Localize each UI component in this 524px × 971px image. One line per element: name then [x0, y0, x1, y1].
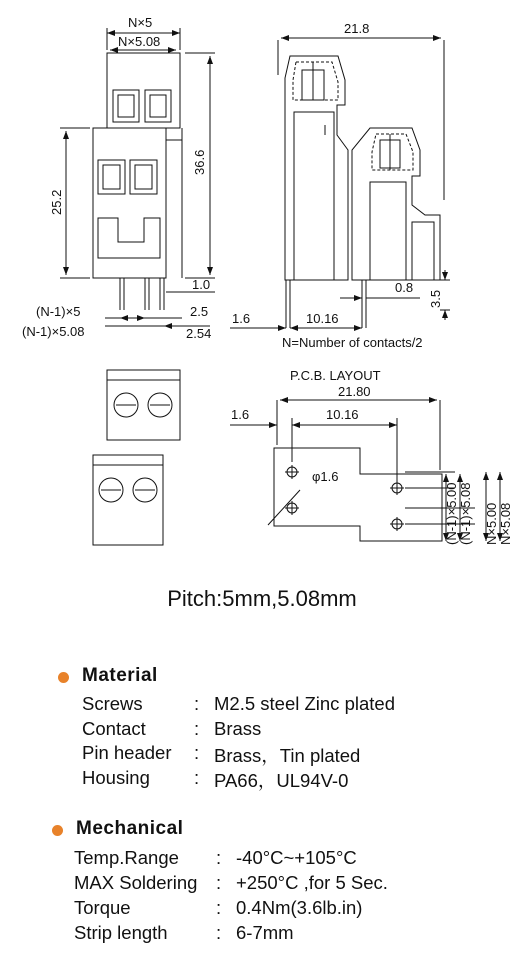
- mechanical-sep: :: [216, 897, 222, 918]
- mechanical-title: Mechanical: [76, 818, 184, 839]
- material-sep: :: [194, 767, 200, 788]
- mechanical-key: Temp.Range: [74, 847, 179, 868]
- material-key: Pin header: [82, 742, 172, 763]
- dim-n5: N×5: [128, 15, 153, 30]
- pitch-label: Pitch:5mm,5.08mm: [167, 586, 357, 611]
- side-view: [230, 38, 450, 328]
- dim-25-2: 25.2: [49, 189, 64, 215]
- mechanical-sep: :: [216, 847, 222, 868]
- dim-2-54: 2.54: [186, 326, 212, 341]
- contacts-note: N=Number of contacts/2: [282, 335, 423, 350]
- hole-diameter: φ1.6: [312, 469, 339, 484]
- material-key: Contact: [82, 718, 146, 739]
- dim-v2: (N-1)×5.08: [458, 482, 473, 545]
- material-value: PA66，UL94V-0: [214, 770, 349, 791]
- mechanical-value: +250°C ,for 5 Sec.: [236, 872, 388, 893]
- mechanical-key: MAX Soldering: [74, 872, 198, 893]
- dim-pcb-10-16: 10.16: [326, 407, 359, 422]
- dim-21-80: 21.80: [338, 384, 371, 399]
- material-key: Housing: [82, 767, 150, 788]
- material-title: Material: [82, 665, 158, 686]
- material-bullet: [58, 672, 69, 683]
- dim-side-1-6: 1.6: [232, 311, 251, 326]
- material-value: M2.5 steel Zinc plated: [214, 693, 395, 714]
- top-view: [93, 370, 180, 545]
- dim-n1x508: (N-1)×5.08: [22, 324, 85, 339]
- mechanical-key: Torque: [74, 897, 131, 918]
- dim-pcb-1-6: 1.6: [231, 407, 250, 422]
- dim-3-5: 3.5: [428, 289, 443, 308]
- pcb-title: P.C.B. LAYOUT: [290, 368, 381, 383]
- material-sep: :: [194, 693, 200, 714]
- material-sep: :: [194, 742, 200, 763]
- mechanical-value: -40°C~+105°C: [236, 847, 357, 868]
- dim-0-8: 0.8: [395, 280, 414, 295]
- dim-1-0: 1.0: [192, 277, 211, 292]
- dim-21-8: 21.8: [344, 21, 370, 36]
- dim-side-10-16: 10.16: [306, 311, 339, 326]
- mechanical-key: Strip length: [74, 922, 168, 943]
- material-key: Screws: [82, 693, 143, 714]
- mechanical-bullet: [52, 825, 63, 836]
- dim-v3: N×5.00: [484, 502, 499, 545]
- dim-v4: N×5.08: [498, 502, 513, 545]
- dim-2-5: 2.5: [190, 304, 209, 319]
- mechanical-sep: :: [216, 872, 222, 893]
- dim-n1x5: (N-1)×5: [36, 304, 81, 319]
- material-value: Brass: [214, 718, 262, 739]
- mechanical-value: 6-7mm: [236, 922, 294, 943]
- dim-v1: (N-1)×5.00: [444, 482, 459, 545]
- material-value: Brass，Tin plated: [214, 745, 361, 766]
- dim-36-6: 36.6: [192, 149, 207, 175]
- dim-n508: N×5.08: [118, 34, 161, 49]
- mechanical-value: 0.4Nm(3.6lb.in): [236, 897, 363, 918]
- material-sep: :: [194, 718, 200, 739]
- mechanical-sep: :: [216, 922, 222, 943]
